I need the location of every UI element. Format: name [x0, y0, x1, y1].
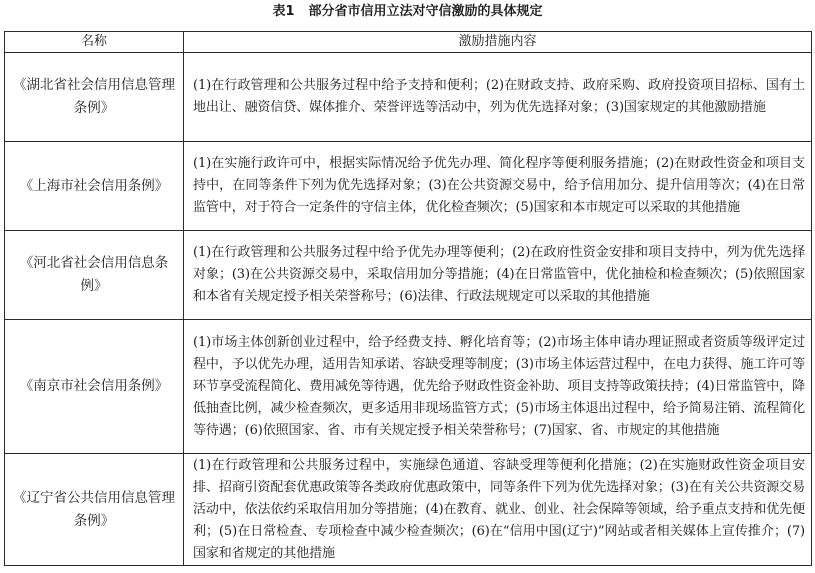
header-name: 名称 — [5, 32, 184, 53]
row-measures: (1)在行政管理和公共服务过程中给予优先办理等便利；(2)在政府性资金安排和项目支持中，列为优先选择对象；(3)在公共资源交易中，采取信用加分等措施；(4)在日常监管中，优化抽检和检查频次；(5)依照国家和本省有关规定授予相关荣誉称号；(6)法律、行政法规规定可以采取的其他措施 — [184, 231, 812, 320]
table-header-row — [5, 32, 812, 53]
row-name: 《河北省社会信用信息条例》 — [5, 231, 184, 320]
table-title: 部分省市信用立法对守信激励的具体规定 — [308, 4, 543, 19]
table-row — [5, 454, 812, 566]
table-row — [5, 142, 812, 231]
header-measures: 激励措施内容 — [184, 32, 812, 53]
row-name: 《上海市社会信用条例》 — [5, 142, 184, 231]
row-measures: (1)在行政管理和公共服务过程中，实施绿色通道、容缺受理等便利化措施；(2)在实施财政性资金项目安排、招商引资配套优惠政策等各类政府优惠政策中，同等条件下列为优先选择对象；(3)在有关公共资源交易活动中，依法依约采取信用加分等措施；(4)在教育、就业、创业、社会保障等领域，给予重点支持和优先便利；(5)在日常检查、专项检查中减少检查频次；(6)在“信用中国(辽宁)”网站或者相关媒体上宣传推介；(7)国家和省规定的其他措施 — [184, 454, 812, 566]
table-row — [5, 320, 812, 454]
row-name: 《湖北省社会信用信息管理条例》 — [5, 53, 184, 142]
table-row — [5, 231, 812, 320]
table-row — [5, 53, 812, 142]
row-name: 《辽宁省公共信用信息管理条例》 — [5, 454, 184, 566]
row-name: 《南京市社会信用条例》 — [5, 320, 184, 454]
incentive-table — [4, 31, 812, 566]
row-measures: (1)在实施行政许可中，根据实际情况给予优先办理、简化程序等便利服务措施；(2)在财政性资金和项目支持中，在同等条件下列为优先选择对象；(3)在公共资源交易中，给予信用加分、提升信用等次；(4)在日常监管中，对于符合一定条件的守信主体，优化检查频次；(5)国家和本市规定可以采取的其他措施 — [184, 142, 812, 231]
row-measures: (1)在行政管理和公共服务过程中给予支持和便利；(2)在财政支持、政府采购、政府投资项目招标、国有土地出让、融资信贷、媒体推介、荣誉评选等活动中，列为优先选择对象；(3)国家规定的其他激励措施 — [184, 53, 812, 142]
table-caption — [0, 2, 815, 22]
table-number: 表1 — [272, 4, 295, 19]
row-measures: (1)市场主体创新创业过程中，给予经费支持、孵化培育等；(2)市场主体申请办理证照或者资质等级评定过程中，予以优先办理，适用告知承诺、容缺受理等制度；(3)市场主体运营过程中，在电力获得、施工许可等环节享受流程简化、费用减免等待遇，优先给予财政性资金补助、项目支持等政策扶持；(4)日常监管中，降低抽查比例，减少检查频次，更多适用非现场监管方式；(5)市场主体退出过程中，给予简易注销、流程简化等待遇；(6)依照国家、省、市有关规定授予相关荣誉称号；(7)国家、省、市规定的其他措施 — [184, 320, 812, 454]
